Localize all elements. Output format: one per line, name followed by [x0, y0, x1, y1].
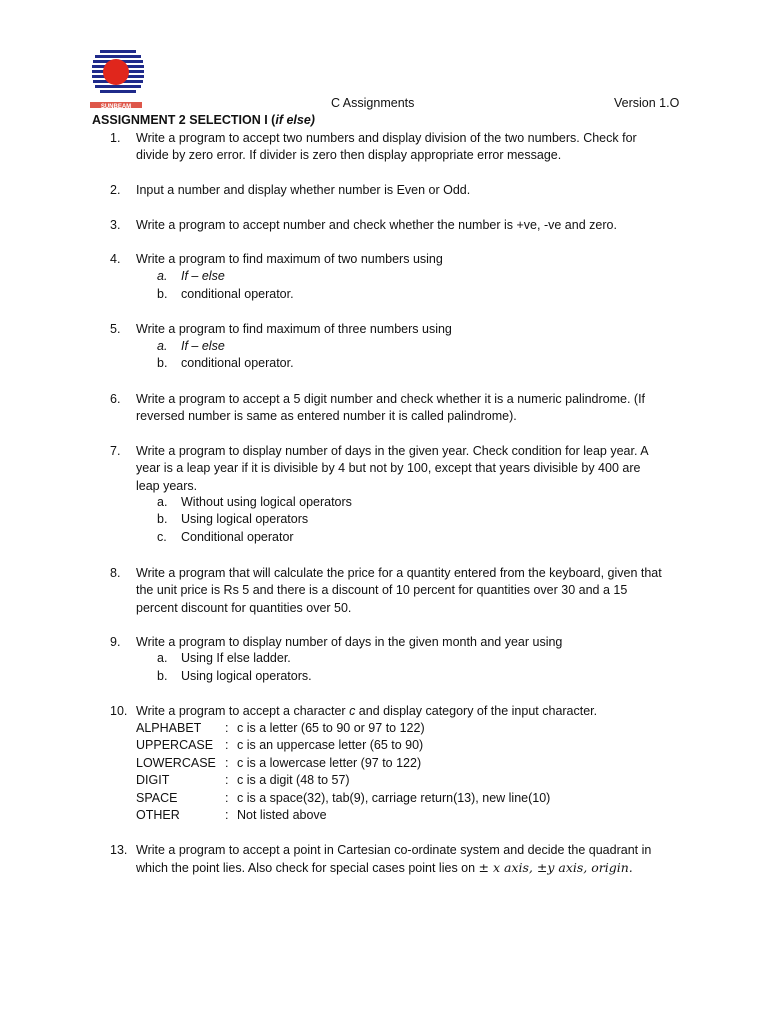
option-text: Without using logical operators: [181, 495, 352, 509]
category-value: c is a lowercase letter (97 to 122): [237, 756, 422, 770]
category-key: DIGIT: [136, 773, 170, 787]
question-text: Write a program to accept two numbers and display division of the two numbers. Check for divide by zero error. If divider is zero then display appropriate error message.: [136, 131, 637, 163]
question-text: Write a program to find maximum of three numbers using: [136, 322, 452, 336]
question-number: 1.: [110, 131, 121, 145]
question-text: Write a program to display number of days in the given year. Check condition for leap year. A year is a leap year if it is divisible by 4 but not by 100, except that years divisible by 400 are leap years.: [136, 444, 648, 493]
option-text: conditional operator.: [181, 287, 294, 301]
question-text: Input a number and display whether number is Even or Odd.: [136, 183, 471, 197]
category-value: c is a space(32), tab(9), carriage return(13), new line(10): [237, 791, 551, 805]
category-value: c is a letter (65 to 90 or 97 to 122): [237, 721, 425, 735]
category-colon: :: [225, 738, 229, 752]
question-text-line: which the point lies. Also check for special cases point lies on: [136, 861, 479, 876]
question-text-line: Write a program to accept a point in Cartesian co-ordinate system and decide the quadrant in: [136, 843, 652, 857]
document-title: C Assignments: [331, 96, 415, 110]
version-label: Version 1.O: [614, 96, 680, 110]
heading-prefix: ASSIGNMENT 2 SELECTION I (: [92, 113, 276, 127]
logo-text: SUNBEAM: [100, 104, 132, 110]
category-colon: :: [225, 756, 229, 770]
option-label: b.: [157, 287, 168, 301]
question-text-part: Write a program to accept a character: [136, 704, 350, 718]
question-number: 8.: [110, 566, 121, 580]
question-text: Write a program to accept number and check whether the number is +ve, -ve and zero.: [136, 218, 617, 232]
category-key: UPPERCASE: [136, 738, 214, 752]
option-label: a.: [157, 339, 168, 353]
option-text: Using If else ladder.: [181, 651, 291, 665]
question-number: 5.: [110, 322, 121, 336]
question-number: 13.: [110, 843, 128, 857]
category-key: OTHER: [136, 808, 180, 822]
option-label: c.: [157, 530, 167, 544]
question-text: Write a program to find maximum of two numbers using: [136, 252, 443, 266]
question-number: 2.: [110, 183, 121, 197]
category-key: LOWERCASE: [136, 756, 216, 770]
category-colon: :: [225, 721, 229, 735]
sunbeam-logo: [90, 44, 146, 112]
category-colon: :: [225, 791, 229, 805]
category-value: c is an uppercase letter (65 to 90): [237, 738, 424, 752]
option-text: conditional operator.: [181, 356, 294, 370]
option-text: If – else: [181, 339, 225, 353]
option-label: b.: [157, 356, 168, 370]
question-text: [136, 703, 666, 720]
option-text: Using logical operators.: [181, 669, 312, 683]
question-number: 9.: [110, 635, 121, 649]
option-text: Conditional operator: [181, 530, 294, 544]
question-text: Write a program that will calculate the price for a quantity entered from the keyboard, given that the unit price is Rs 5 and there is a discount of 10 percent for quantities over 30 and a 15 percent discount for quantities over 50.: [136, 566, 662, 615]
option-label: a.: [157, 269, 168, 283]
question-variable: c: [349, 704, 356, 718]
math-expression: ± x axis, ±y axis, origin.: [478, 860, 633, 876]
question-text: Write a program to display number of days in the given month and year using: [136, 635, 563, 649]
category-colon: :: [225, 808, 229, 822]
option-label: a.: [157, 495, 168, 509]
category-key: ALPHABET: [136, 721, 202, 735]
question-number: 6.: [110, 392, 121, 406]
question-text: [136, 842, 666, 878]
question-number: 4.: [110, 252, 121, 266]
category-colon: :: [225, 773, 229, 787]
category-value: c is a digit (48 to 57): [237, 773, 350, 787]
question-text: Write a program to accept a 5 digit number and check whether it is a numeric palindrome. (If reversed number is same as entered number it is called palindrome).: [136, 392, 646, 424]
heading-italic: if else): [275, 113, 315, 127]
assignment-heading: [92, 113, 315, 127]
option-label: b.: [157, 669, 168, 683]
question-number: 3.: [110, 218, 121, 232]
question-text-part: and display category of the input character.: [355, 704, 598, 718]
category-value: Not listed above: [237, 808, 327, 822]
option-label: b.: [157, 512, 168, 526]
question-number: 10.: [110, 704, 128, 718]
option-label: a.: [157, 651, 168, 665]
question-number: 7.: [110, 444, 121, 458]
option-text: If – else: [181, 269, 225, 283]
option-text: Using logical operators: [181, 512, 309, 526]
category-key: SPACE: [136, 791, 178, 805]
